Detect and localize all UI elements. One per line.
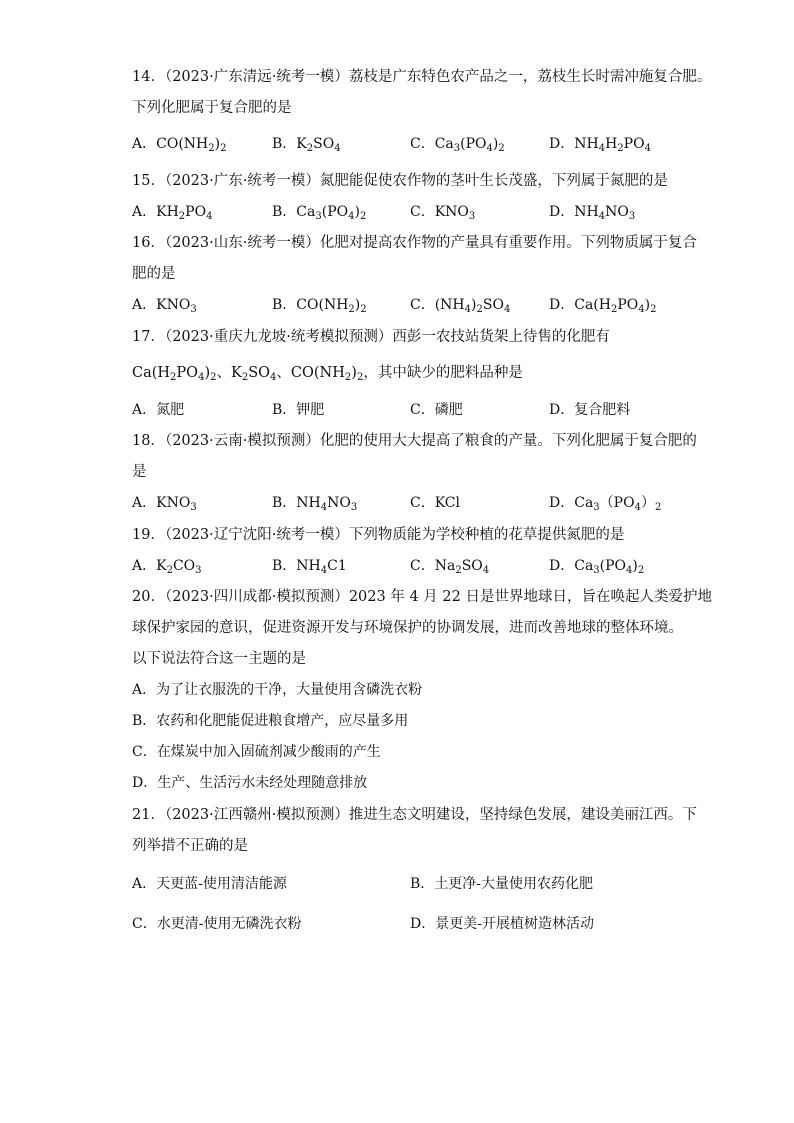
q17-option-b: B．钾肥: [272, 402, 325, 418]
q17-option-c: C．磷肥: [410, 402, 463, 418]
q16-option-a: A．$KNO_3$: [132, 297, 197, 315]
q14-option-b: B．$K_2SO_4$: [272, 136, 341, 154]
q19-option-d: D．$Ca_3(PO_4)_2$: [549, 558, 645, 576]
q18-option-a: A．$KNO_3$: [132, 495, 197, 513]
q15-option-c: C．$KNO_3$: [410, 204, 476, 222]
q15-option-d: D．$NH_4NO_3$: [549, 204, 636, 222]
q21-stem-line-2: 列举措不正确的是: [132, 838, 248, 854]
q14-option-a: A．$CO(NH_2)_2$: [132, 136, 227, 154]
q18-option-b: B．$NH_4NO_3$: [272, 495, 358, 513]
q21-option-a: A．天更蓝-使用清洁能源: [132, 876, 287, 892]
q19-option-c: C．$Na_2SO_4$: [410, 558, 490, 576]
q14-option-d: D．$NH_4H_2PO_4$: [549, 136, 651, 154]
q14-stem-line-1: 14．（2023·广东清远·统考一模）荔枝是广东特色农产品之一，荔枝生长时需冲施复合肥。: [132, 69, 712, 85]
q20-stem-line-1: 20．（2023·四川成都·模拟预测）2023 年 4 月 22 日是世界地球日，旨在唤起人类爱护地: [132, 589, 712, 605]
q20-option-a: A．为了让衣服洗的干净，大量使用含磷洗衣粉: [132, 682, 423, 698]
q20-stem-line-3: 以下说法符合这一主题的是: [132, 651, 306, 667]
q15-option-b: B．$Ca_3(PO_4)_2$: [272, 204, 367, 222]
q20-stem-line-2: 球保护家园的意识，促进资源开发与环境保护的协调发展，进而改善地球的整体环境。: [132, 620, 683, 636]
q16-stem-line-2: 肥的是: [132, 266, 176, 282]
q18-option-d: D．$Ca_3(PO_4)_2$: [549, 495, 662, 513]
q18-option-c: C．KCl: [410, 495, 460, 511]
q21-stem-line-1: 21．（2023·江西赣州·模拟预测）推进生态文明建设，坚持绿色发展，建设美丽江西。下: [132, 807, 697, 823]
q15-stem-line-1: 15．（2023·广东·统考一模）氮肥能促使农作物的茎叶生长茂盛，下列属于氮肥的是: [132, 173, 668, 189]
q19-option-a: A．$K_2CO_3$: [132, 558, 202, 576]
q20-option-c: C．在煤炭中加入固硫剂减少酸雨的产生: [132, 744, 381, 760]
q18-stem-line-1: 18．（2023·云南·模拟预测）化肥的使用大大提高了粮食的产量。下列化肥属于复合肥的: [132, 433, 697, 449]
q20-option-b: B．农药和化肥能促进粮食增产，应尽量多用: [132, 713, 409, 729]
q15-option-a: A．$KH_2PO_4$: [132, 204, 213, 222]
q17-stem-line-1: 17．（2023·重庆九龙坡·统考模拟预测）西彭一农技站货架上待售的化肥有: [132, 329, 610, 345]
q16-stem-line-1: 16．（2023·山东·统考一模）化肥对提高农作物的产量具有重要作用。下列物质属于复合: [132, 235, 697, 251]
q18-stem-line-2: 是: [132, 464, 147, 480]
q19-stem-line-1: 19．（2023·辽宁沈阳·统考一模）下列物质能为学校种植的花草提供氮肥的是: [132, 527, 625, 543]
q16-option-d: D．$Ca(H_2PO_4)_2$: [549, 297, 657, 315]
q20-option-d: D．生产、生活污水未经处理随意排放: [132, 775, 368, 791]
q19-option-b: B．$NH_4C1$: [272, 558, 347, 576]
q17-option-a: A．氮肥: [132, 402, 185, 418]
q17-formula-line: $Ca(H_2PO_4)_2$、$K_2SO_4$、$CO(NH_2)_2$，其中缺少的肥料品种是: [132, 365, 523, 383]
q21-option-b: B．土更净-大量使用农药化肥: [410, 876, 594, 892]
q14-stem-line-2: 下列化肥属于复合肥的是: [132, 100, 292, 116]
q21-option-d: D．景更美-开展植树造林活动: [410, 916, 594, 932]
q17-option-d: D．复合肥料: [549, 402, 631, 418]
q16-option-c: C．$(NH_4)_2SO_4$: [410, 297, 511, 315]
q21-option-c: C．水更清-使用无磷洗衣粉: [132, 916, 302, 932]
q14-option-c: C．$Ca_3(PO_4)_2$: [410, 136, 505, 154]
q16-option-b: B．$CO(NH_2)_2$: [272, 297, 367, 315]
